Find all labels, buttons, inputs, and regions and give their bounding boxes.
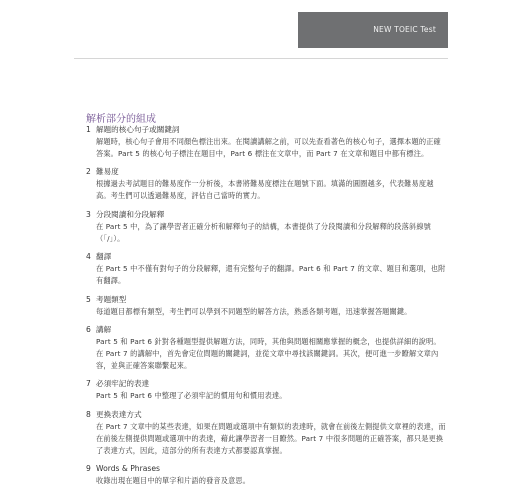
item-heading-text: 更換表達方式 — [96, 409, 142, 419]
item-heading-text: 分段閱讀和分段解釋 — [96, 209, 165, 219]
item-number: 1 — [86, 125, 91, 134]
item-heading — [86, 463, 446, 475]
item-heading — [86, 251, 446, 263]
list-item — [86, 124, 446, 160]
item-number: 4 — [86, 252, 91, 262]
list-item — [86, 251, 446, 287]
item-heading-text: 解題的核心句子或關鍵詞 — [96, 125, 180, 134]
item-heading-text: 翻譯 — [96, 252, 112, 262]
item-body: 在 Part 5 中，為了讓學習者正確分析和解釋句子的結構，本書提供了分段閱讀和分段解釋的段落斜線號（「/」）。 — [96, 221, 431, 243]
item-body: 解題時，核心句子會用不同顏色標注出來。在閱讀講解之前，可以先查看著色的核心句子，選擇本題的正確答案。Part 5 的核心句子標注在題目中，Part 6 標注在文章中，而 Part 7 在文章和題目中都有標注。 — [96, 137, 441, 158]
list-item — [86, 409, 446, 457]
item-number: 9 — [86, 464, 91, 474]
item-body: 根據過去考試題目的難易度作一分析後，本書將難易度標注在題號下面。填滿的圓圈越多，代表難易度越高。考生們可以透過難易度，評估自己當時的實力。 — [96, 179, 434, 201]
section-title: 解析部分的組成 — [86, 114, 156, 125]
item-heading-text: 講解 — [96, 324, 112, 334]
item-number: 5 — [86, 294, 91, 304]
item-heading-text: 必須牢記的表達 — [96, 379, 150, 389]
book-title: NEW TOEIC Test — [373, 25, 436, 34]
item-body: Part 5 和 Part 6 針對各種題型提供解題方法，同時，其他與問題相關應掌握的概念，也提供詳細的說明。在 Part 7 的講解中，首先會定位問題的關鍵詞，並從文章中尋找該關鍵詞。其次，便可進一步瞭解文章內容，並與正確答案聯繫起來。 — [96, 336, 441, 370]
item-heading-text: 難易度 — [96, 167, 119, 177]
item-list — [86, 124, 446, 494]
list-item — [86, 463, 446, 487]
item-body: 每道題目都標有類型，考生們可以學到不同題型的解答方法，熟悉各類考題，迅速掌握答題關鍵。 — [96, 306, 412, 316]
item-number: 2 — [86, 167, 91, 177]
item-heading — [86, 294, 446, 306]
header-rule — [74, 58, 448, 59]
item-heading — [86, 209, 446, 221]
item-heading — [86, 324, 446, 336]
item-body: 在 Part 5 中不僅有對句子的分段解釋，還有完整句子的翻譯。Part 6 和 Part 7 的文章、題目和選項，也附有翻譯。 — [96, 264, 446, 286]
running-header — [298, 12, 448, 48]
item-body: Part 5 和 Part 6 中整理了必須牢記的慣用句和慣用表達。 — [96, 391, 287, 401]
item-number: 7 — [86, 379, 91, 389]
list-item — [86, 294, 446, 318]
item-heading — [86, 378, 446, 390]
item-body: 收錄出現在題目中的單字和片語的發音及意思。 — [96, 476, 251, 486]
list-item — [86, 166, 446, 202]
item-heading — [86, 166, 446, 178]
item-number: 6 — [86, 324, 91, 334]
item-heading-text: Words & Phrases — [96, 464, 160, 474]
item-number: 8 — [86, 409, 91, 419]
item-heading — [86, 409, 446, 421]
list-item — [86, 378, 446, 402]
item-heading — [86, 124, 446, 136]
item-number: 3 — [86, 209, 91, 219]
list-item — [86, 209, 446, 245]
list-item — [86, 324, 446, 372]
item-body: 在 Part 7 文章中的某些表達，如果在問題或選項中有類似的表達時，就會在前後左側提供文章裡的表達，而在前後左側提供問題或選項中的表達，藉此讓學習者一目瞭然。Part 7 中很多問題的正確答案，都只是更換了表達方式，因此，這部分的所有表達方式都要認真掌握。 — [96, 421, 446, 455]
item-heading-text: 考題類型 — [96, 294, 127, 304]
